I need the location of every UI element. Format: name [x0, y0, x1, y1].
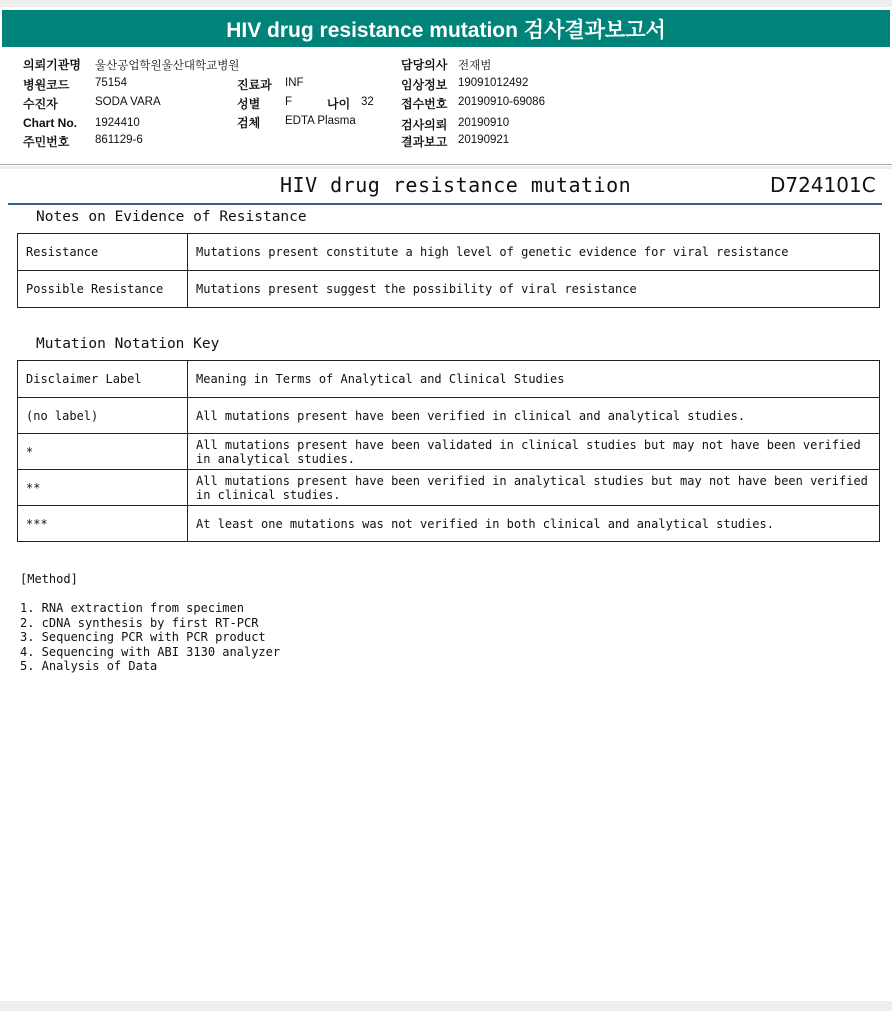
- method-list: [20, 601, 280, 674]
- sex-label: 성별: [237, 97, 261, 111]
- list-item: 3. Sequencing PCR with PCR product: [20, 630, 266, 644]
- resident-no-value: 861129-6: [95, 134, 143, 146]
- evidence-text-cell: Mutations present constitute a high level of genetic evidence for viral resistance: [188, 234, 880, 271]
- recipient-value: SODA VARA: [95, 96, 161, 108]
- doctor-label: 담당의사: [401, 58, 448, 72]
- report-title: HIV drug resistance mutation: [280, 173, 632, 197]
- hospital-code-value: 75154: [95, 77, 127, 89]
- specimen-label: 검체: [237, 116, 261, 130]
- report-header-title: HIV drug resistance mutation 검사결과보고서: [226, 18, 666, 42]
- clinical-info-label: 임상정보: [401, 78, 448, 92]
- report-header-bar: [2, 10, 890, 47]
- table-row: [18, 470, 880, 506]
- resident-no-label: 주민번호: [23, 135, 70, 149]
- receipt-no-label: 접수번호: [401, 97, 448, 111]
- table-row: [18, 506, 880, 542]
- bottom-border: [0, 1001, 892, 1011]
- notation-table: [17, 360, 880, 542]
- notation-label-cell: *: [18, 434, 188, 470]
- patient-info-panel: [0, 50, 892, 165]
- specimen-value: EDTA Plasma: [285, 115, 356, 127]
- request-date-value: 20190910: [458, 117, 510, 129]
- table-row: [18, 434, 880, 470]
- notation-text-cell: All mutations present have been verified in clinical and analytical studies.: [188, 398, 880, 434]
- chart-no-value: 1924410: [95, 117, 140, 129]
- table-row: [18, 361, 880, 398]
- notation-label-cell: Disclaimer Label: [18, 361, 188, 398]
- table-row: [18, 271, 880, 308]
- title-underline: [8, 203, 882, 205]
- age-value: 32: [361, 96, 374, 108]
- divider-shade: [0, 166, 892, 169]
- list-item: 1. RNA extraction from specimen: [20, 601, 244, 615]
- list-item: 4. Sequencing with ABI 3130 analyzer: [20, 644, 281, 659]
- institution-label: 의뢰기관명: [23, 58, 81, 72]
- clinical-info-value: 19091012492: [458, 77, 529, 89]
- doctor-value: 전재범: [458, 60, 492, 72]
- chart-no-label: Chart No.: [23, 116, 77, 130]
- notation-text-cell: At least one mutations was not verified in both clinical and analytical studies.: [188, 506, 880, 542]
- sex-value: F: [285, 96, 293, 108]
- table-row: [18, 234, 880, 271]
- notation-label-cell: **: [18, 470, 188, 506]
- method-heading: [Method]: [20, 572, 78, 586]
- notation-heading: Mutation Notation Key: [36, 336, 220, 352]
- list-item: 5. Analysis of Data: [20, 659, 158, 673]
- top-border: [0, 0, 892, 7]
- age-label: 나이: [327, 97, 351, 111]
- institution-value: 울산공업학원울산대학교병원: [95, 60, 240, 72]
- recipient-label: 수진자: [23, 97, 58, 111]
- receipt-no-value: 20190910-69086: [458, 96, 545, 108]
- notation-text-cell: All mutations present have been validated in clinical studies but may not have been verified in analytical studies.: [188, 434, 880, 470]
- list-item: 2. cDNA synthesis by first RT-PCR: [20, 615, 259, 630]
- table-row: [18, 398, 880, 434]
- divider: [0, 164, 892, 165]
- request-date-label: 검사의뢰: [401, 118, 448, 132]
- notation-text-cell: Meaning in Terms of Analytical and Clinical Studies: [188, 361, 880, 398]
- report-date-label: 결과보고: [401, 135, 448, 149]
- notation-text-cell: All mutations present have been verified in analytical studies but may not have been verified in clinical studies.: [188, 470, 880, 506]
- department-label: 진료과: [237, 78, 272, 92]
- evidence-text-cell: Mutations present suggest the possibility of viral resistance: [188, 271, 880, 308]
- evidence-table: [17, 233, 880, 308]
- department-value: INF: [285, 77, 304, 89]
- report-code: D724101C: [770, 173, 876, 197]
- notation-label-cell: (no label): [18, 398, 188, 434]
- evidence-label-cell: Resistance: [18, 234, 188, 271]
- report-date-value: 20190921: [458, 134, 510, 146]
- evidence-label-cell: Possible Resistance: [18, 271, 188, 308]
- notation-label-cell: ***: [18, 506, 188, 542]
- evidence-heading: Notes on Evidence of Resistance: [36, 209, 307, 225]
- hospital-code-label: 병원코드: [23, 78, 70, 92]
